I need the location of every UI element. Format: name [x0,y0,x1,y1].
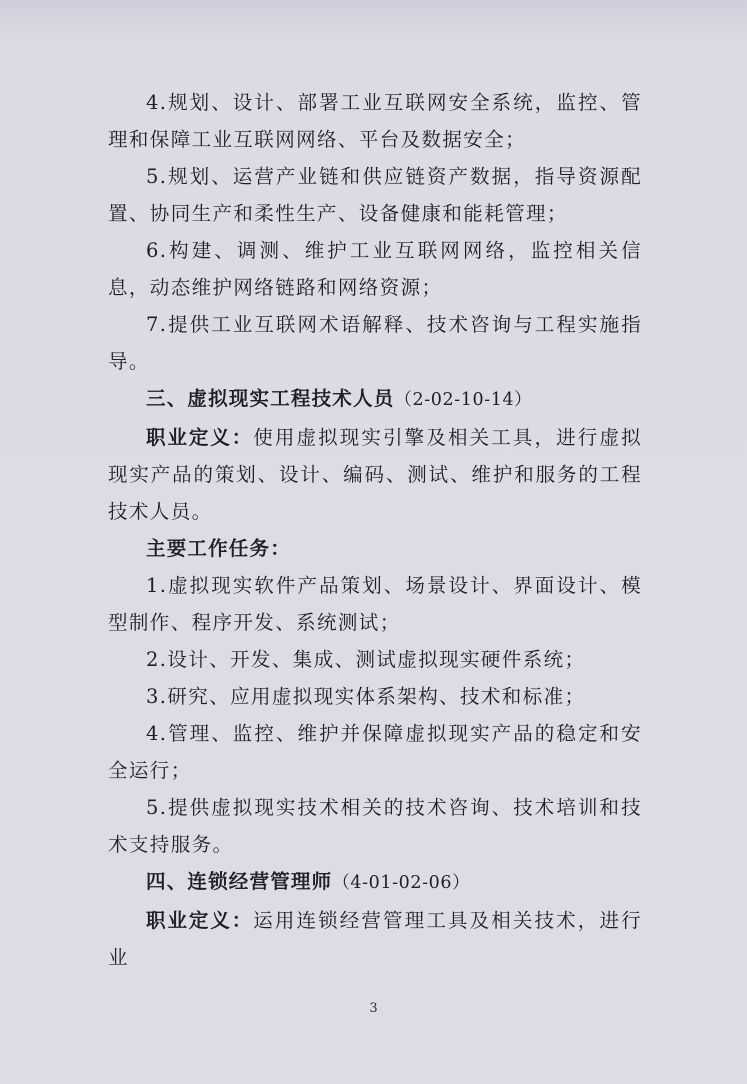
section-4-definition [108,902,642,976]
page-number: 3 [369,1001,378,1016]
section-4-title: 四、连锁经营管理师 [146,870,333,893]
section-3-code: （2-02-10-14） [394,390,533,410]
task-item-6: 6.构建、调测、维护工业互联网网络，监控相关信息，动态维护网络链路和网络资源； [108,239,642,299]
definition-label: 职业定义： [146,426,254,449]
vr-task-4: 4.管理、监控、维护并保障虚拟现实产品的稳定和安全运行； [108,722,642,782]
vr-task-3: 3.研究、应用虚拟现实体系架构、技术和标准； [146,685,586,708]
task-item-4: 4.规划、设计、部署工业互联网安全系统，监控、管理和保障工业互联网网络、平台及数据安全； [108,91,642,151]
definition-label: 职业定义： [146,909,254,932]
section-3-heading [108,380,642,419]
definition-text: 使用虚拟现实引擎及相关工具，进行虚拟现实产品的策划、设计、编码、测试、维护和服务的工程技术人员。 [108,426,642,523]
definition-text: 运用连锁经营管理工具及相关技术，进行业 [108,909,642,969]
section-4-heading [108,863,642,902]
section-3-definition [108,419,642,530]
vr-task-5: 5.提供虚拟现实技术相关的技术咨询、技术培训和技术支持服务。 [108,796,642,856]
task-item-7: 7.提供工业互联网术语解释、技术咨询与工程实施指导。 [108,313,642,373]
vr-task-1: 1.虚拟现实软件产品策划、场景设计、界面设计、模型制作、程序开发、系统测试； [108,574,642,634]
section-4-code: （4-01-02-06） [332,873,471,893]
vr-task-2: 2.设计、开发、集成、测试虚拟现实硬件系统； [146,648,586,671]
section-3-title: 三、虚拟现实工程技术人员 [146,387,395,410]
section-3-tasks-label: 主要工作任务： [146,537,291,560]
document-body [108,84,642,976]
task-item-5: 5.规划、运营产业链和供应链资产数据，指导资源配置、协同生产和柔性生产、设备健康和能耗管理； [108,165,642,225]
